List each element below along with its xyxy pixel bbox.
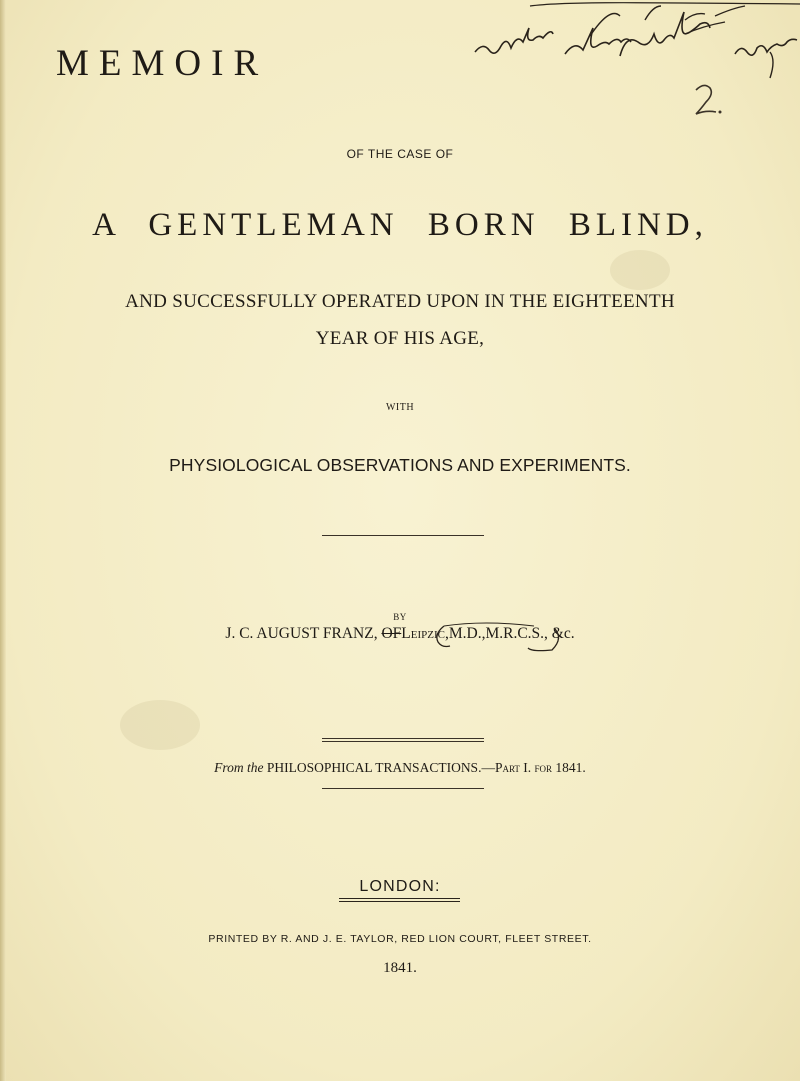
handwritten-annotation xyxy=(470,0,800,80)
author-name: J. C. AUGUST FRANZ, xyxy=(225,625,382,642)
underline-rule xyxy=(339,901,460,902)
heading-memoir: MEMOIR xyxy=(56,43,269,84)
divider-rule xyxy=(322,738,484,739)
divider-rule xyxy=(322,535,484,536)
imprint-city: LONDON: xyxy=(359,878,441,895)
source-part: Part I. for 1841. xyxy=(494,760,586,775)
by-label: BY xyxy=(393,612,407,622)
author-degrees: M.D., xyxy=(448,625,486,642)
underline-rule xyxy=(339,898,460,899)
author-place: Leipzic, xyxy=(401,625,449,642)
source-prefix: From the xyxy=(214,760,264,775)
page-edge xyxy=(0,0,6,1081)
with-label: WITH xyxy=(385,402,415,413)
main-title: A GENTLEMAN BORN BLIND, xyxy=(92,207,708,243)
handwritten-page-number xyxy=(690,76,730,116)
author-deleted-word: OF xyxy=(381,625,402,642)
publication-year: 1841. xyxy=(383,960,417,976)
divider-rule xyxy=(322,788,484,789)
subtitle-line-1: AND SUCCESSFULLY OPERATED UPON IN THE EIGHTEENTH xyxy=(125,291,675,312)
observations-line: PHYSIOLOGICAL OBSERVATIONS AND EXPERIMENTS. xyxy=(169,455,631,475)
source-body: PHILOSOPHICAL TRANSACTIONS.— xyxy=(266,760,495,775)
pen-correction-marks xyxy=(404,620,574,652)
source-line xyxy=(0,760,800,776)
paper-stain xyxy=(610,250,670,290)
author-line xyxy=(0,625,800,643)
printer-line: PRINTED BY R. AND J. E. TAYLOR, RED LION COURT, FLEET STREET. xyxy=(208,933,592,945)
subtitle-line-2: YEAR OF HIS AGE, xyxy=(315,328,485,349)
divider-rule xyxy=(322,741,484,742)
author-tail: M.R.C.S., &c. xyxy=(485,625,575,642)
paper-stain xyxy=(120,700,200,750)
of-the-case-of: OF THE CASE OF xyxy=(346,147,454,161)
